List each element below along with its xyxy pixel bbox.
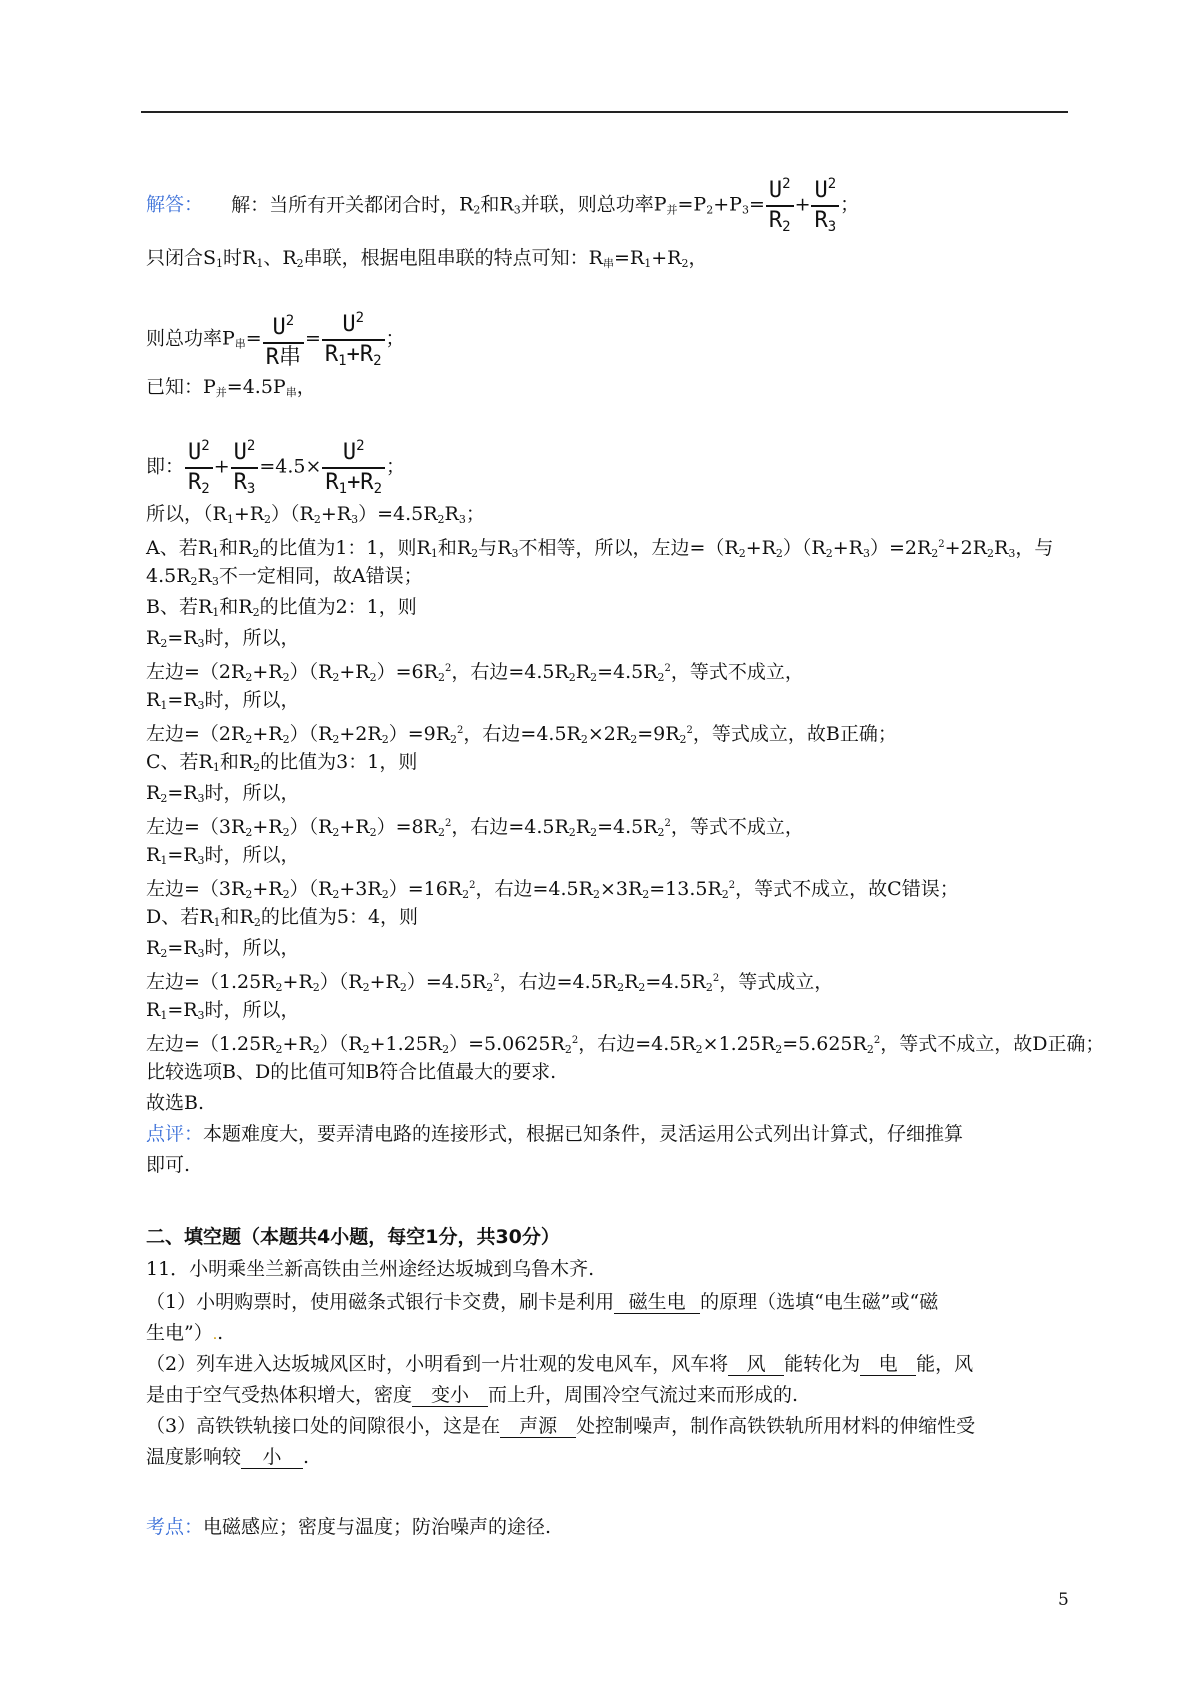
header-rule	[141, 111, 1068, 113]
option-c-case-2: $R_1=R_3$时，所以，	[146, 844, 300, 867]
answer-blank-3: 电	[860, 1353, 916, 1376]
q11-part3-line2: 温度影响较 小 .	[146, 1446, 310, 1468]
option-b-case-2: $R_1=R_3$时，所以，	[146, 689, 300, 712]
marker-dot: .	[212, 1327, 218, 1343]
q11-part2-line2: 是由于空气受热体积增大，密度 变小 而上升，周围冷空气流过来而形成的.	[146, 1384, 799, 1406]
fraction-u2-r3: $\frac{U^2}{R_3}$	[811, 170, 839, 241]
option-c-calc-1: 左边$=(3R_2+R_2)(R_2+R_2)=8R_2^2$，右边$=4.5R_2R_2=4.5R_2^2$，等式不成立，	[146, 816, 804, 839]
answer-blank-4: 变小	[412, 1384, 488, 1407]
comment-label: 点评：	[146, 1123, 204, 1145]
q11-stem: 11．小明乘坐兰新高铁由兰州途经达坂城到乌鲁木齐.	[146, 1258, 595, 1280]
option-b-case-1: $R_2=R_3$时，所以，	[146, 627, 300, 650]
fraction-u2-rseries: $\frac{U^2}{\text{R串}}$	[263, 307, 304, 372]
option-c-line-1: C、若$R_1$和$R_2$的比值为3：1，则	[146, 751, 418, 774]
option-d-case-2: $R_1=R_3$时，所以，	[146, 999, 300, 1022]
option-a-line-2: $4.5R_2R_3$不一定相同，故A错误；	[146, 565, 423, 588]
answer-label: 解答：	[146, 193, 204, 216]
answer-line-3: 则总功率$P_串=$ $\frac{U^2}{\text{R串}}$ = $\frac{U^2}{R_1+R_2}$ ；	[146, 304, 405, 375]
answer-line-6: 所以，$(R_1+R_2)(R_2+R_3)=4.5R_2R_3$；	[146, 503, 485, 526]
option-b-calc-1: 左边$=(2R_2+R_2)(R_2+R_2)=6R_2^2$，右边$=4.5R_2R_2=4.5R_2^2$，等式不成立，	[146, 661, 804, 684]
option-d-calc-1: 左边$=(1.25R_2+R_2)(R_2+R_2)=4.5R_2^2$，右边$=4.5R_2R_2=4.5R_2^2$，等式成立，	[146, 971, 834, 994]
option-b-line-1: B、若$R_1$和$R_2$的比值为2：1，则	[146, 596, 417, 619]
page-number: 5	[1058, 1590, 1069, 1610]
option-a-line-1: A、若$R_1$和$R_2$的比值为1：1，则$R_1$和$R_2$与$R_3$不相等，所以，左边$=(R_2+R_2)(R_2+R_3)=2R_2^2+2R_2R_3$，与	[146, 537, 1054, 560]
answer-line-5: 即： $\frac{U^2}{R_2}$ + $\frac{U^2}{R_3}$ =4.5× $\frac{U^2}{R_1+R_2}$ ；	[146, 432, 405, 503]
answer-blank-6: 小	[241, 1446, 303, 1469]
comment-line-2: 即可.	[146, 1154, 191, 1176]
option-d-case-1: $R_2=R_3$时，所以，	[146, 937, 300, 960]
fraction-u2-r2: $\frac{U^2}{R_2}$	[766, 170, 794, 241]
choose-line: 故选B.	[146, 1092, 205, 1114]
q11-part2-line1: （2）列车进入达坂城风区时，小明看到一片壮观的发电风车，风车将 风 能转化为 电 能，风	[146, 1353, 974, 1375]
fraction-u2-r1r2: $\frac{U^2}{R_1+R_2}$	[322, 304, 385, 375]
answer-blank-2: 风	[728, 1353, 784, 1376]
q11-part1-line1: （1）小明购票时，使用磁条式银行卡交费，刷卡是利用 磁生电 的原理（选填“电生磁”或“磁	[146, 1291, 939, 1313]
q11-part3-line1: （3）高铁铁轨接口处的间隙很小，这是在 声源 处控制噪声，制作高铁铁轨所用材料的伸缩性受	[146, 1415, 976, 1437]
exam-point-label: 考点：	[146, 1516, 204, 1538]
option-c-calc-2: 左边$=(3R_2+R_2)(R_2+3R_2)=16R_2^2$，右边$=4.5R_2\times 3R_2=13.5R_2^2$，等式不成立，故C错误；	[146, 878, 959, 901]
option-c-case-1: $R_2=R_3$时，所以，	[146, 782, 300, 805]
option-b-calc-2: 左边$=(2R_2+R_2)(R_2+2R_2)=9R_2^2$，右边$=4.5R_2\times 2R_2=9R_2^2$，等式成立，故B正确；	[146, 723, 897, 746]
q11-part1-line2: 生电”）..	[146, 1322, 224, 1344]
option-d-calc-2: 左边$=(1.25R_2+R_2)(R_2+1.25R_2)=5.0625R_2^2$，右边$=4.5R_2\times 1.25R_2=5.625R_2^2$，等式不成立，故D正确；	[146, 1033, 1105, 1056]
answer-line-4: 已知：$P_并=4.5P_串$，	[146, 376, 316, 399]
section-heading: 二、填空题（本题共4小题，每空1分，共30分）	[146, 1226, 560, 1248]
answer-line-1: 解答： 解：当所有开关都闭合时，$R_2$和$R_3$并联，则总功率$P_并=P_2+P_3=$ $\frac{U^2}{R_2}$ + $\frac{U^2}{R_3}$ ；	[146, 170, 859, 241]
answer-line-2: 只闭合$S_1$时$R_1$、$R_2$串联，根据电阻串联的特点可知：$R_串=R_1+R_2$，	[146, 247, 708, 270]
option-d-line-1: D、若$R_1$和$R_2$的比值为5：4，则	[146, 906, 419, 929]
answer-blank-1: 磁生电	[614, 1291, 700, 1314]
exam-point-line: 考点：电磁感应；密度与温度；防治噪声的途径.	[146, 1516, 552, 1538]
compare-line: 比较选项B、D的比值可知B符合比值最大的要求.	[146, 1061, 557, 1083]
answer-blank-5: 声源	[500, 1415, 576, 1438]
comment-line-1: 点评：本题难度大，要弄清电路的连接形式，根据已知条件，灵活运用公式列出计算式，仔细推算	[146, 1123, 964, 1145]
